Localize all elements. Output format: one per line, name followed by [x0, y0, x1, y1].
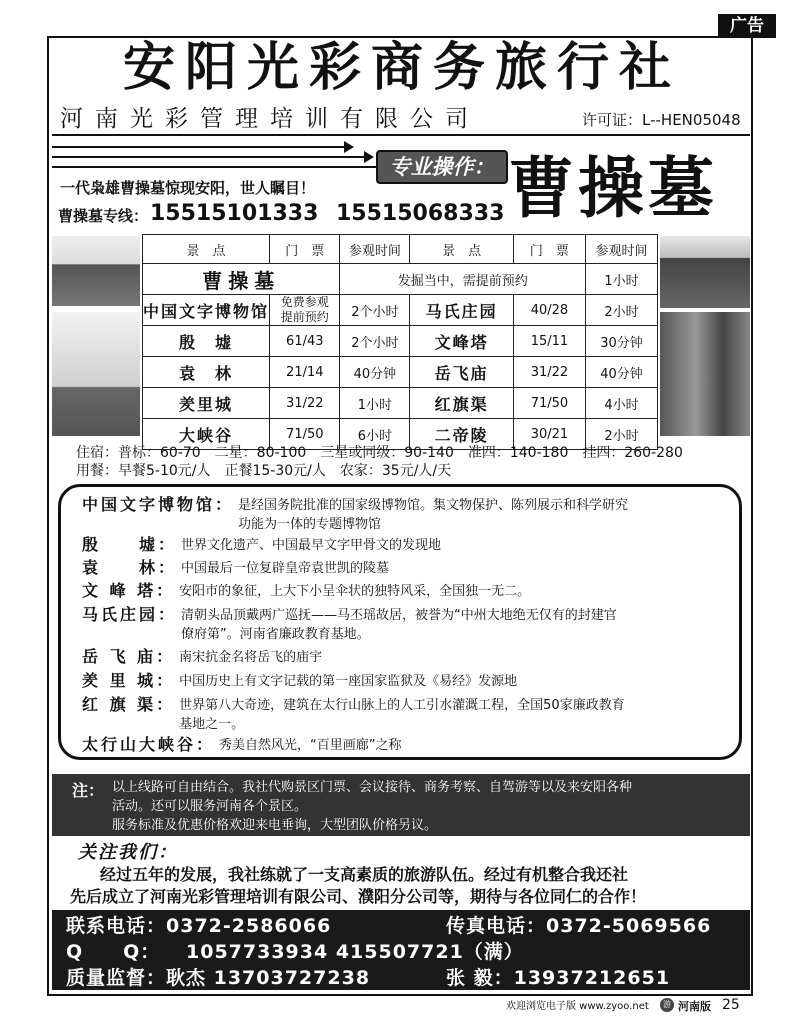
- time-cell: 2小时: [586, 419, 658, 450]
- professional-operation-label: 专业操作：: [376, 150, 508, 184]
- attraction-name: 袁 林：: [82, 558, 178, 577]
- cliff-photo: [660, 312, 750, 436]
- table-row: [143, 295, 658, 326]
- attraction-name: 殷 墟：: [82, 535, 178, 554]
- spot-name-cell: 马氏庄园: [410, 295, 513, 326]
- caocao-name-cell: 曹操墓: [143, 264, 340, 295]
- attraction-description: 世界第八大奇迹，建筑在太行山脉上的人工引水灌溉工程，全国50家廉政教育 基地之一。: [179, 698, 625, 732]
- attraction-description: 中国历史上有文字记载的第一座国家监狱及《易经》发源地: [179, 674, 518, 689]
- spot-name-cell: 袁 林: [143, 357, 270, 388]
- ticket-cell: 31/22: [270, 388, 340, 419]
- time-cell: 2个小时: [340, 326, 410, 357]
- follow-us-text-2: 先后成立了河南光彩管理培训有限公司、濮阳分公司等，期待与各位同仁的合作！: [70, 887, 647, 906]
- hotline-number-1: 15515101333: [150, 201, 319, 226]
- time-cell: 4小时: [586, 388, 658, 419]
- table-header-row: [143, 235, 658, 264]
- ticket-cell: 免费参观 提前预约: [270, 295, 340, 326]
- quality-supervisor-1: 质量监督：耿杰 13703727238: [66, 967, 371, 989]
- col-header-time-2: 参观时间: [586, 235, 658, 264]
- col-header-time-1: 参观时间: [340, 235, 410, 264]
- attraction-description: 世界文化遗产、中国最早文字甲骨文的发现地: [181, 538, 442, 553]
- time-cell: 40分钟: [586, 357, 658, 388]
- footer-website: 欢迎浏览电子版 www.zyoo.net: [506, 1001, 649, 1012]
- time-cell: 1小时: [340, 388, 410, 419]
- spot-name-cell: 羑里城: [143, 388, 270, 419]
- spot-name-cell: 殷 墟: [143, 326, 270, 357]
- ticket-cell: 61/43: [270, 326, 340, 357]
- ad-tag: 广告: [718, 14, 776, 38]
- temple-photo: [660, 236, 750, 308]
- spot-name-cell: 中国文字博物馆: [143, 295, 270, 326]
- page-number: 25: [722, 997, 740, 1013]
- attraction-name: 中国文字博物馆：: [82, 495, 235, 514]
- list-item: [82, 694, 625, 734]
- company-subtitle: 河南光彩管理培训有限公司: [60, 106, 480, 132]
- col-header-spot-1: 景 点: [143, 235, 270, 264]
- qq-numbers: 1057733934 415507721（满）: [186, 941, 524, 963]
- spot-name-cell: 红旗渠: [410, 388, 513, 419]
- attraction-description: 清朝头品顶戴两广巡抚——马丕瑶故居，被誉为“中州大地绝无仅有的封建官 僚府第”。河南省廉政教育基地。: [181, 608, 617, 642]
- promo-tagline: 一代枭雄曹操墓惊现安阳，世人瞩目！: [60, 179, 316, 197]
- pagoda-gate-photo: [52, 236, 140, 306]
- scenic-spots-table: [142, 234, 658, 450]
- table-row: [143, 264, 658, 295]
- arrow-decoration-2: [52, 156, 372, 158]
- attraction-description: 南宋抗金名将岳飞的庙宇: [179, 650, 323, 665]
- header-divider: [52, 134, 750, 136]
- quality-supervisor-2: 张 毅：13937212651: [446, 967, 671, 989]
- col-header-ticket-2: 门 票: [513, 235, 585, 264]
- attraction-name: 马氏庄园：: [82, 605, 178, 624]
- agency-title: 安阳光彩商务旅行社: [122, 37, 681, 98]
- spot-name-cell: 二帝陵: [410, 419, 513, 450]
- list-item: [82, 557, 389, 579]
- spot-name-cell: 大峡谷: [143, 419, 270, 450]
- attraction-description: 是经国务院批准的国家级博物馆。集文物保护、陈列展示和科学研究 功能为一体的专题博物馆: [238, 498, 629, 532]
- publisher-logo-icon: 游: [660, 998, 674, 1012]
- ticket-cell: 31/22: [513, 357, 585, 388]
- list-item: [82, 734, 402, 756]
- time-cell: 2个小时: [340, 295, 410, 326]
- attraction-description: 秀美自然风光，“百里画廊”之称: [219, 738, 402, 753]
- license-number: 许可证：L--HEN05048: [582, 111, 741, 129]
- ticket-cell: 15/11: [513, 326, 585, 357]
- time-cell: 6小时: [340, 419, 410, 450]
- attraction-description: 安阳市的象征，上大下小呈伞状的独特风采，全国独一无二。: [179, 584, 531, 599]
- col-header-spot-2: 景 点: [410, 235, 513, 264]
- note-label: 注：: [72, 781, 105, 800]
- accommodation-prices: 住宿：普标：60-70 二星：80-100 三星或同级：90-140 准四：140-180 挂四：260-280: [76, 445, 683, 461]
- contact-phone: 联系电话：0372-2586066: [66, 915, 332, 937]
- table-row: [143, 357, 658, 388]
- caocao-tomb-headline: 曹操墓: [508, 149, 718, 227]
- ticket-cell: 40/28: [513, 295, 585, 326]
- attraction-name: 羑 里 城：: [82, 671, 176, 690]
- ticket-cell: 30/21: [513, 419, 585, 450]
- list-item: [82, 494, 628, 534]
- spot-name-cell: 文峰塔: [410, 326, 513, 357]
- note-line-3: 服务标准及优惠价格欢迎来电垂询，大型团队价格另议。: [112, 818, 438, 833]
- list-item: [82, 646, 322, 668]
- ticket-cell: 71/50: [513, 388, 585, 419]
- follow-us-label: 关注我们：: [78, 842, 178, 863]
- ticket-cell: 71/50: [270, 419, 340, 450]
- hotline-label: 曹操墓专线：: [58, 207, 149, 225]
- time-cell: 40分钟: [340, 357, 410, 388]
- list-item: [82, 670, 517, 692]
- spot-name-cell: 岳飞庙: [410, 357, 513, 388]
- attraction-name: 岳 飞 庙：: [82, 647, 176, 666]
- ticket-cell: 21/14: [270, 357, 340, 388]
- list-item: [82, 534, 441, 556]
- attraction-description: 中国最后一位复辟皇帝袁世凯的陵墓: [181, 561, 390, 576]
- table-row: [143, 326, 658, 357]
- hotline-number-2: 15515068333: [336, 201, 505, 226]
- note-line-2: 活动。还可以服务河南各个景区。: [112, 799, 308, 814]
- meal-prices: 用餐：早餐5-10元/人 正餐15-30元/人 农家：35元/人/天: [76, 463, 452, 479]
- list-item: [82, 580, 530, 602]
- table-row: [143, 388, 658, 419]
- attraction-name: 太行山大峡谷：: [82, 735, 216, 754]
- note-line-1: 以上线路可自由结合。我社代购景区门票、会议接待、商务考察、自驾游等以及来安阳各种: [112, 780, 633, 795]
- list-item: [82, 604, 617, 644]
- caocao-time-cell: 1小时: [586, 264, 658, 295]
- arrow-decoration-3: [52, 166, 392, 168]
- arrow-decoration-1: [52, 146, 352, 148]
- attraction-name: 文 峰 塔：: [82, 581, 176, 600]
- attraction-name: 红 旗 渠：: [82, 695, 176, 714]
- qq-label: Q Q：: [66, 941, 161, 963]
- pagoda-photo: [52, 312, 140, 436]
- footer-edition: 河南版: [678, 1000, 711, 1013]
- contact-fax: 传真电话：0372-5069566: [446, 915, 712, 937]
- col-header-ticket-1: 门 票: [270, 235, 340, 264]
- time-cell: 30分钟: [586, 326, 658, 357]
- caocao-note-cell: 发掘当中，需提前预约: [340, 264, 586, 295]
- time-cell: 2小时: [586, 295, 658, 326]
- follow-us-text-1: 经过五年的发展，我社练就了一支高素质的旅游队伍。经过有机整合我还社: [100, 865, 629, 884]
